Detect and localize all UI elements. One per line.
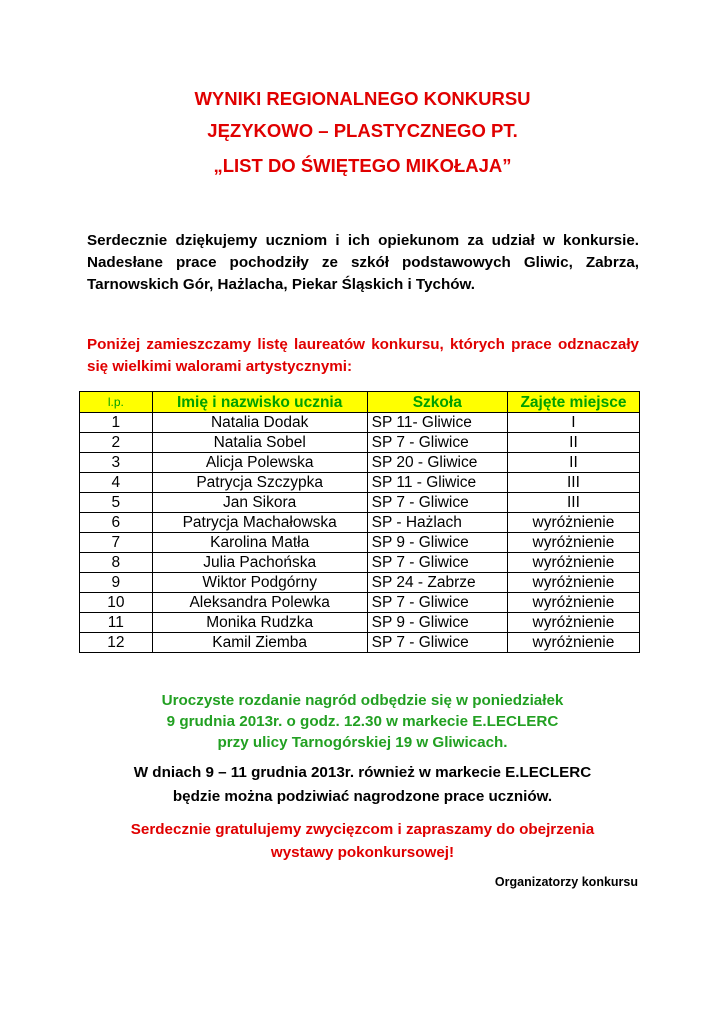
cell-place: wyróżnienie: [507, 513, 639, 533]
table-row: [80, 613, 640, 633]
cell-school: SP 7 - Gliwice: [367, 553, 507, 573]
cell-place: wyróżnienie: [507, 533, 639, 553]
cell-school: SP 9 - Gliwice: [367, 533, 507, 553]
congrats-line: Serdecznie gratulujemy zwycięzcom i zapraszamy do obejrzenia: [130, 821, 595, 838]
cell-lp: 1: [80, 413, 153, 433]
cell-lp: 9: [80, 573, 153, 593]
table-row: [80, 533, 640, 553]
results-table-body: [80, 413, 640, 653]
congrats-line: wystawy pokonkursowej!: [270, 844, 455, 861]
table-row: [80, 433, 640, 453]
cell-place: wyróżnienie: [507, 553, 639, 573]
ceremony-announcement: [0, 690, 725, 753]
cell-school: SP 24 - Zabrze: [367, 573, 507, 593]
cell-place: II: [507, 433, 639, 453]
cell-place: wyróżnienie: [507, 573, 639, 593]
title-line-1: WYNIKI REGIONALNEGO KONKURSU: [194, 88, 531, 109]
cell-place: wyróżnienie: [507, 613, 639, 633]
table-row: [80, 473, 640, 493]
table-row: [80, 553, 640, 573]
results-table: [79, 391, 640, 653]
cell-lp: 6: [80, 513, 153, 533]
cell-place: III: [507, 473, 639, 493]
cell-lp: 5: [80, 493, 153, 513]
cell-place: II: [507, 453, 639, 473]
exhibition-announcement: [0, 761, 725, 809]
cell-lp: 8: [80, 553, 153, 573]
cell-student-name: Wiktor Podgórny: [152, 573, 367, 593]
cell-student-name: Jan Sikora: [152, 493, 367, 513]
cell-school: SP 7 - Gliwice: [367, 433, 507, 453]
cell-school: SP - Hażlach: [367, 513, 507, 533]
cell-student-name: Alicja Polewska: [152, 453, 367, 473]
cell-student-name: Karolina Matła: [152, 533, 367, 553]
table-row: [80, 513, 640, 533]
header-school: Szkoła: [367, 392, 507, 413]
header-lp: l.p.: [80, 392, 153, 413]
exhibition-line: będzie można podziwiać nagrodzone prace uczniów.: [172, 788, 553, 805]
cell-student-name: Natalia Dodak: [152, 413, 367, 433]
title-line-3: „LIST DO ŚWIĘTEGO MIKOŁAJA”: [213, 155, 512, 176]
cell-student-name: Aleksandra Polewka: [152, 593, 367, 613]
cell-school: SP 7 - Gliwice: [367, 633, 507, 653]
congratulations: [0, 818, 725, 864]
cell-student-name: Patrycja Machałowska: [152, 513, 367, 533]
cell-lp: 12: [80, 633, 153, 653]
intro-paragraph: Serdecznie dziękujemy uczniom i ich opiekunom za udział w konkursie. Nadesłane prace pochodziły ze szkół podstawowych Gliwic, Zabrza, Tarnowskich Gór, Hażlacha, Piekar Śląskich i Tychów.: [87, 232, 639, 293]
cell-school: SP 9 - Gliwice: [367, 613, 507, 633]
cell-lp: 4: [80, 473, 153, 493]
table-row: [80, 413, 640, 433]
title-line-2: JĘZYKOWO – PLASTYCZNEGO PT.: [207, 120, 518, 141]
cell-student-name: Julia Pachońska: [152, 553, 367, 573]
cell-lp: 7: [80, 533, 153, 553]
header-name: Imię i nazwisko ucznia: [152, 392, 367, 413]
header-place: Zajęte miejsce: [507, 392, 639, 413]
cell-student-name: Patrycja Szczypka: [152, 473, 367, 493]
table-row: [80, 633, 640, 653]
cell-school: SP 11- Gliwice: [367, 413, 507, 433]
cell-school: SP 11 - Gliwice: [367, 473, 507, 493]
cell-lp: 11: [80, 613, 153, 633]
cell-lp: 2: [80, 433, 153, 453]
table-row: [80, 573, 640, 593]
exhibition-line: W dniach 9 – 11 grudnia 2013r. również w markecie E.LECLERC: [133, 764, 592, 781]
cell-school: SP 20 - Gliwice: [367, 453, 507, 473]
cell-lp: 3: [80, 453, 153, 473]
cell-place: I: [507, 413, 639, 433]
cell-place: wyróżnienie: [507, 633, 639, 653]
table-row: [80, 493, 640, 513]
cell-place: wyróżnienie: [507, 593, 639, 613]
cell-student-name: Monika Rudzka: [152, 613, 367, 633]
ceremony-line: 9 grudnia 2013r. o godz. 12.30 w markecie E.LECLERC: [166, 713, 559, 730]
ceremony-line: Uroczyste rozdanie nagród odbędzie się w poniedziałek: [161, 692, 564, 709]
cell-place: III: [507, 493, 639, 513]
ceremony-line: przy ulicy Tarnogórskiej 19 w Gliwicach.: [217, 734, 508, 751]
laureates-intro: Poniżej zamieszczamy listę laureatów konkursu, których prace odznaczały się wielkimi walorami artystycznymi:: [87, 336, 639, 375]
table-header-row: [80, 392, 640, 413]
cell-lp: 10: [80, 593, 153, 613]
table-row: [80, 593, 640, 613]
cell-student-name: Kamil Ziemba: [152, 633, 367, 653]
table-row: [80, 453, 640, 473]
cell-school: SP 7 - Gliwice: [367, 493, 507, 513]
cell-student-name: Natalia Sobel: [152, 433, 367, 453]
signature: Organizatorzy konkursu: [494, 875, 638, 889]
cell-school: SP 7 - Gliwice: [367, 593, 507, 613]
